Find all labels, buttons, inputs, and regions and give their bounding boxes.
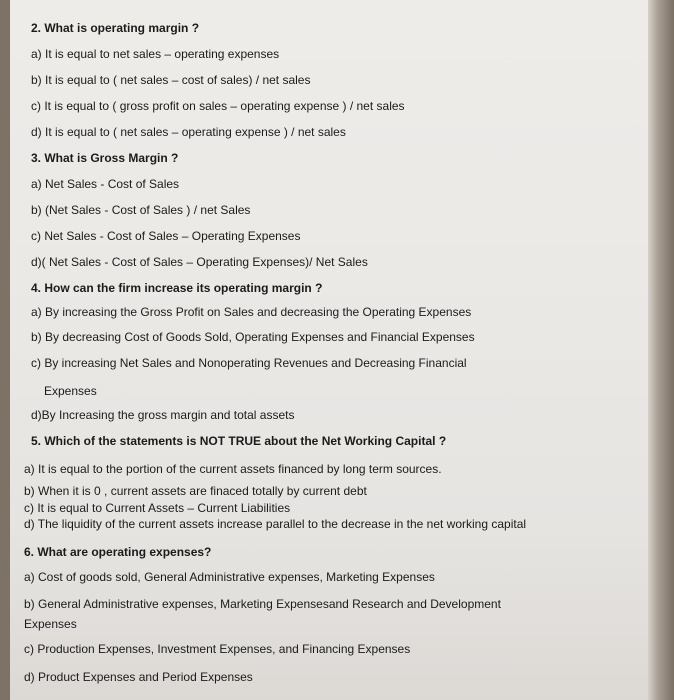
question-4-option-a: a) By increasing the Gross Profit on Sales and decreasing the Operating Expenses bbox=[31, 305, 472, 319]
question-4-option-b: b) By decreasing Cost of Goods Sold, Operating Expenses and Financial Expenses bbox=[31, 330, 475, 344]
question-5-option-b: b) When it is 0 , current assets are finaced totally by current debt bbox=[24, 484, 367, 498]
question-5-option-a: a) It is equal to the portion of the current assets financed by long term sources. bbox=[24, 462, 442, 476]
question-6-option-a: a) Cost of goods sold, General Administrative expenses, Marketing Expenses bbox=[24, 570, 435, 584]
question-6-option-d: d) Product Expenses and Period Expenses bbox=[24, 670, 253, 684]
question-3-option-a: a) Net Sales - Cost of Sales bbox=[31, 177, 180, 191]
question-5-option-d: d) The liquidity of the current assets increase parallel to the decrease in the net working capital bbox=[24, 517, 527, 531]
question-5-heading: 5. Which of the statements is NOT TRUE about the Net Working Capital ? bbox=[31, 434, 447, 448]
question-6-option-b-continued: Expenses bbox=[24, 617, 77, 631]
question-6-heading: 6. What are operating expenses? bbox=[24, 545, 212, 559]
question-5-option-c: c) It is equal to Current Assets – Current Liabilities bbox=[24, 501, 291, 515]
question-3-option-d: d)( Net Sales - Cost of Sales – Operating Expenses)/ Net Sales bbox=[31, 255, 368, 269]
question-3-option-b: b) (Net Sales - Cost of Sales ) / net Sales bbox=[31, 203, 251, 217]
question-4-option-d: d)By Increasing the gross margin and total assets bbox=[31, 408, 295, 422]
question-6-option-c: c) Production Expenses, Investment Expenses, and Financing Expenses bbox=[24, 642, 411, 656]
question-2-heading: 2. What is operating margin ? bbox=[31, 21, 200, 35]
question-2-option-d: d) It is equal to ( net sales – operating expense ) / net sales bbox=[31, 125, 346, 139]
question-2-option-c: c) It is equal to ( gross profit on sales – operating expense ) / net sales bbox=[31, 99, 405, 113]
question-4-option-c: c) By increasing Net Sales and Nonoperating Revenues and Decreasing Financial bbox=[31, 356, 467, 370]
question-4-option-c-continued: Expenses bbox=[44, 384, 97, 398]
question-4-heading: 4. How can the firm increase its operating margin ? bbox=[31, 281, 323, 295]
question-3-option-c: c) Net Sales - Cost of Sales – Operating Expenses bbox=[31, 229, 301, 243]
question-2-option-b: b) It is equal to ( net sales – cost of sales) / net sales bbox=[31, 73, 311, 87]
question-2-option-a: a) It is equal to net sales – operating expenses bbox=[31, 47, 280, 61]
question-6-option-b: b) General Administrative expenses, Marketing Expensesand Research and Development bbox=[24, 597, 501, 611]
question-3-heading: 3. What is Gross Margin ? bbox=[31, 151, 179, 165]
